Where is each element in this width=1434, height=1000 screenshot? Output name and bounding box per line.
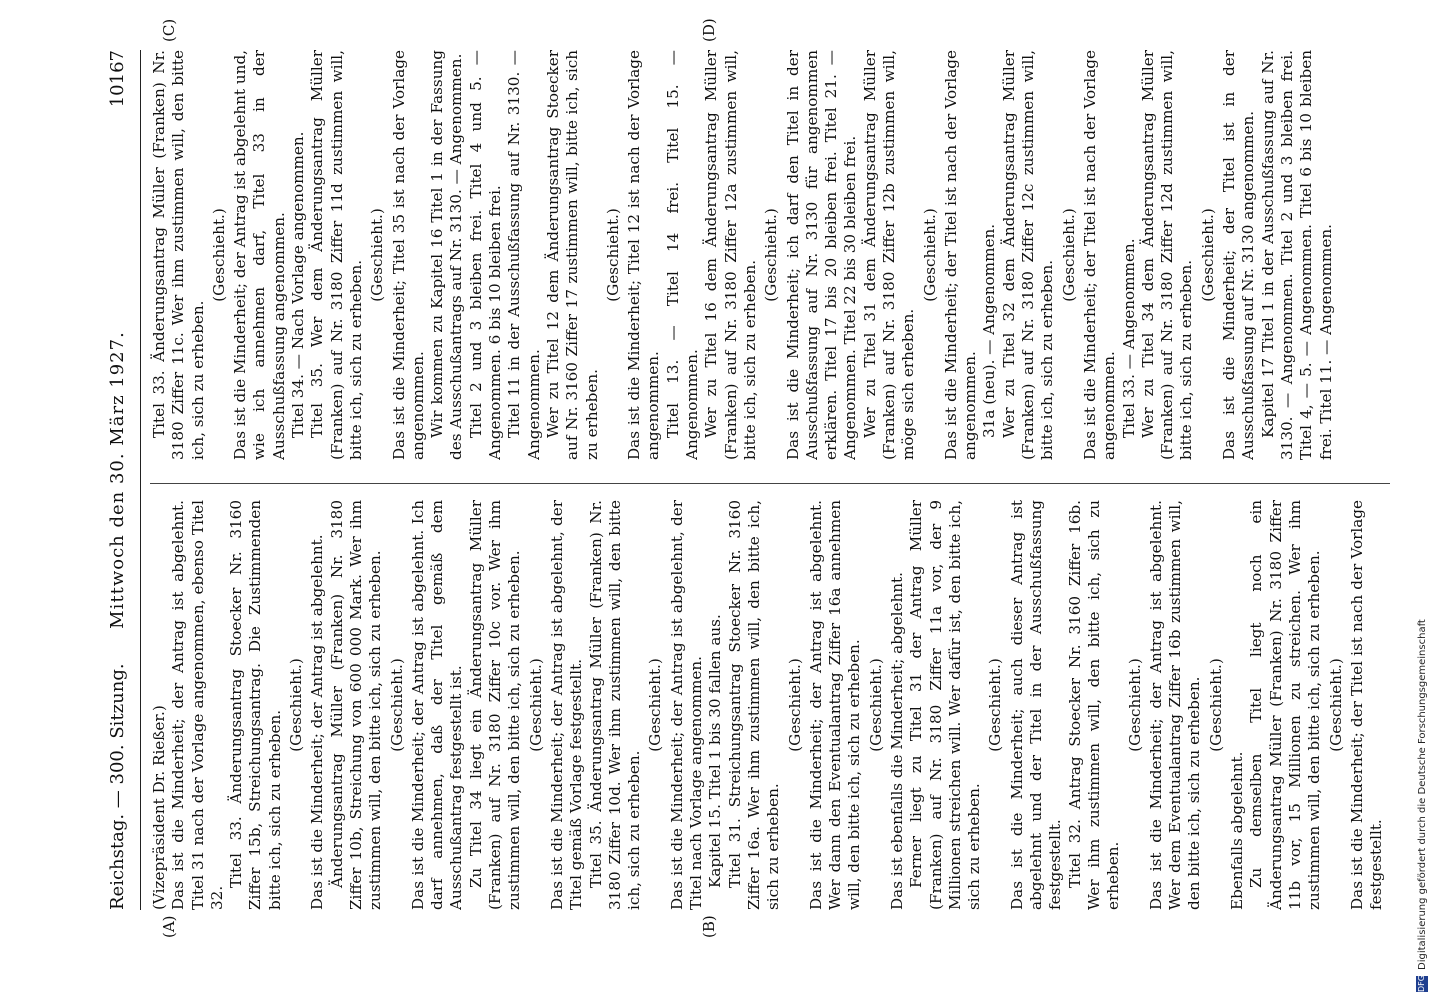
paragraph: Das ist die Minderheit; der Antrag ist abgelehnt. Wer dem Eventualantrag Ziffer 16b zustimmen will, den bitte ich, sich zu erheben. [1146,500,1204,910]
paragraph: Das ist die Minderheit; der Titel ist nach der Vorlage festgestellt. [1347,500,1386,910]
digitization-note [1412,0,1434,1000]
paragraph: Titel 13. — Titel 14 frei. Titel 15. — Angenommen. [663,50,702,460]
paragraph: Titel 2 und 3 bleiben frei. Titel 4 und 5. — Angenommen. 6 bis 10 bleiben frei. [466,50,505,460]
paragraph: Ferner liegt zu Titel 31 der Antrag Müller (Franken) auf Nr. 3180 Ziffer 11a vor, der 9 Millionen streichen will. Wer dafür ist, den bitte ich, sich zu erheben. [907,500,984,910]
paragraph: (Vizepräsident Dr. Rießer.) [150,705,168,910]
paragraph: 31a (neu). — Angenommen. [980,223,999,438]
procedure-note: (Geschieht.) [785,658,804,752]
procedure-note: (Geschieht.) [866,658,885,752]
paragraph: Titel 35. Änderungsantrag Müller (Franken) Nr. 3180 Ziffer 10d. Wer ihm zustimmen will, den bitte ich, sich zu erheben. [586,500,644,910]
paragraph: Wer zu Titel 12 dem Änderungsantrag Stoecker auf Nr. 3160 Ziffer 17 zustimmen will, bitte ich, sich zu erheben. [543,50,601,460]
page-header [96,50,141,910]
paragraph: Wer zu Titel 34 dem Änderungsantrag Müller (Franken) auf Nr. 3180 Ziffer 12d zustimmen will, bitte ich, sich zu erheben. [1138,50,1196,460]
right-column [150,50,1420,460]
paragraph: Das ist die Minderheit; der Antrag ist abgelehnt. [308,534,327,910]
procedure-note: (Geschieht.) [1125,658,1144,752]
paragraph: Titel 33. — Angenommen. [1119,238,1138,438]
procedure-note: (Geschieht.) [1206,658,1225,752]
paragraph: Das ist die Minderheit; ich darf den Titel in der Ausschußfassung auf Nr. 3130 für angenommen erklären. Titel 17 bis 20 bleiben frei. Titel 21. — Angenommen. Titel 22 bis 30 bleiben frei. [783,50,860,460]
paragraph: Das ist die Minderheit; Titel 12 ist nach der Vorlage angenommen. [625,50,663,460]
procedure-note: (Geschieht.) [368,208,387,302]
procedure-note: (Geschieht.) [986,658,1005,752]
procedure-note: (Geschieht.) [603,208,622,302]
paragraph: Das ist die Minderheit; der Titel ist nach der Vorlage angenommen. [1080,50,1119,460]
procedure-note: (Geschieht.) [209,208,228,302]
paragraph: Das ist die Minderheit; der Antrag ist abgelehnt, der Titel nach Vorlage angenommen. [667,500,706,910]
paragraph: Titel 11 in der Ausschußfassung auf Nr. 3130. — Angenommen. [505,50,543,460]
left-column [150,500,1420,910]
paragraph: Zu Titel 34 liegt ein Änderungsantrag Müller (Franken) auf Nr. 3180 Ziffer 10c vor. Wer ihm zustimmen will, den bitte ich, sich zu erheben. [466,500,524,910]
marker-d: (D) [700,18,718,42]
marker-b: (B) [700,915,718,938]
column-divider [150,483,1390,484]
paragraph: Titel 33. Änderungsantrag Stoecker Nr. 3160 Ziffer 15b, Streichungsantrag. Die Zustimmenden bitte ich, sich zu erheben. [227,500,284,910]
header-title: Reichstag. — 300. Sitzung. [107,663,128,910]
paragraph: Wer zu Titel 31 dem Änderungsantrag Müller (Franken) auf Nr. 3180 Ziffer 12b zustimmen will, möge sich erheben. [860,50,918,460]
paragraph: Das ist die Minderheit; der Antrag ist abgelehnt. Wer dann den Eventualantrag Ziffer 16a annehmen will, den bitte ich, sich zu erheben. [806,500,864,910]
paragraph: Wer zu Titel 16 dem Änderungsantrag Müller (Franken) auf Nr. 3180 Ziffer 12a zustimmen will, bitte ich, sich zu erheben. [702,50,759,460]
paragraph: Das ist die Minderheit; der Antrag ist abgelehnt. Titel 31 nach der Vorlage angenommen, ebenso Titel 32. [169,500,226,910]
procedure-note: (Geschieht.) [287,658,306,752]
page-number: 10167 [107,50,128,108]
procedure-note: (Geschieht.) [387,658,406,752]
dfg-logo: DFG [1417,975,1426,992]
paragraph: Das ist die Minderheit; der Antrag ist abgelehnt und, wie ich annehmen darf, Titel 33 in der Ausschußfassung angenommen. [231,50,288,460]
paragraph: Das ist ebenfalls die Minderheit; abgelehnt. [887,572,906,910]
paragraph: Titel 35. Wer dem Änderungsantrag Müller (Franken) auf Nr. 3180 Ziffer 11d zustimmen will, bitte ich, sich zu erheben. [308,50,365,460]
procedure-note: (Geschieht.) [646,658,665,752]
procedure-note: (Geschieht.) [1198,208,1217,302]
paragraph: Ebenfalls abgelehnt. [1228,751,1247,910]
paragraph: Wir kommen zu Kapitel 16 Titel 1 in der Fassung des Ausschußantrags auf Nr. 3130. — Angenommen. [428,50,466,460]
marker-c: (C) [160,18,178,42]
paragraph: Das ist die Minderheit; der Titel ist nach der Vorlage angenommen. [941,50,980,460]
paragraph: Das ist die Minderheit; Titel 35 ist nach der Vorlage angenommen. [389,50,427,460]
paragraph: Wer zu Titel 32 dem Änderungsantrag Müller (Franken) auf Nr. 3180 Ziffer 12c zustimmen will, bitte ich, sich zu erheben. [999,50,1057,460]
paragraph: Kapitel 17 Titel 1 in der Ausschußfassung auf Nr. 3130. — Angenommen. Titel 2 und 3 bleiben frei. Titel 4, — 5. — Angenommen. Titel 6 bis 10 bleiben frei. Titel 11. — Angenommen. [1258,50,1335,460]
procedure-note: (Geschieht.) [920,208,939,302]
procedure-note: (Geschieht.) [526,658,545,752]
paragraph: Das ist die Minderheit; der Antrag ist abgelehnt. Ich darf annehmen, daß der Titel gemäß dem Ausschußantrag festgestellt ist. [408,500,466,910]
marker-a: (A) [160,915,178,938]
paragraph: Zu demselben Titel liegt noch ein Änderungsantrag Müller (Franken) Nr. 3180 Ziffer 11b vor, 15 Millionen zu streichen. Wer ihm zustimmen will, den bitte ich, sich zu erheben. [1247,500,1324,910]
paragraph: Kapitel 15. Titel 1 bis 30 fallen aus. [706,614,725,888]
paragraph: Änderungsantrag Müller (Franken) Nr. 3180 Ziffer 10b, Streichung von 600 000 Mark. Wer ihm zustimmen will, den bitte ich, sich zu erheben. [327,500,385,910]
procedure-note: (Geschieht.) [1326,658,1345,752]
paragraph: Titel 34. — Nach Vorlage angenommen. [289,131,308,438]
paragraph: Titel 32. Antrag Stoecker Nr. 3160 Ziffer 16b. Wer ihm zustimmen will, den bitte ich, sich zu erheben. [1065,500,1123,910]
paragraph: Das ist die Minderheit; der Titel ist in der Ausschußfassung auf Nr. 3130 angenommen. [1220,50,1258,460]
paragraph: Titel 33. Änderungsantrag Müller (Franken) Nr. 3180 Ziffer 11c. Wer ihm zustimmen will, den bitte ich, sich zu erheben. [150,50,207,460]
paragraph: Titel 31. Streichungsantrag Stoecker Nr. 3160 Ziffer 16a. Wer ihm zustimmen will, den bitte ich, sich zu erheben. [725,500,783,910]
procedure-note: (Geschieht.) [762,208,781,302]
header-date: Mittwoch den 30. März 1927. [107,331,128,629]
paragraph: Das ist die Minderheit; auch dieser Antrag ist abgelehnt und der Titel in der Ausschußfassung festgestellt. [1007,500,1065,910]
procedure-note: (Geschieht.) [1059,208,1078,302]
paragraph: Das ist die Minderheit; der Antrag ist abgelehnt, der Titel gemäß Vorlage festgestellt. [547,500,586,910]
digitization-text: Digitalisierung gefördert durch die Deutsche Forschungsgemeinschaft [1417,619,1428,970]
